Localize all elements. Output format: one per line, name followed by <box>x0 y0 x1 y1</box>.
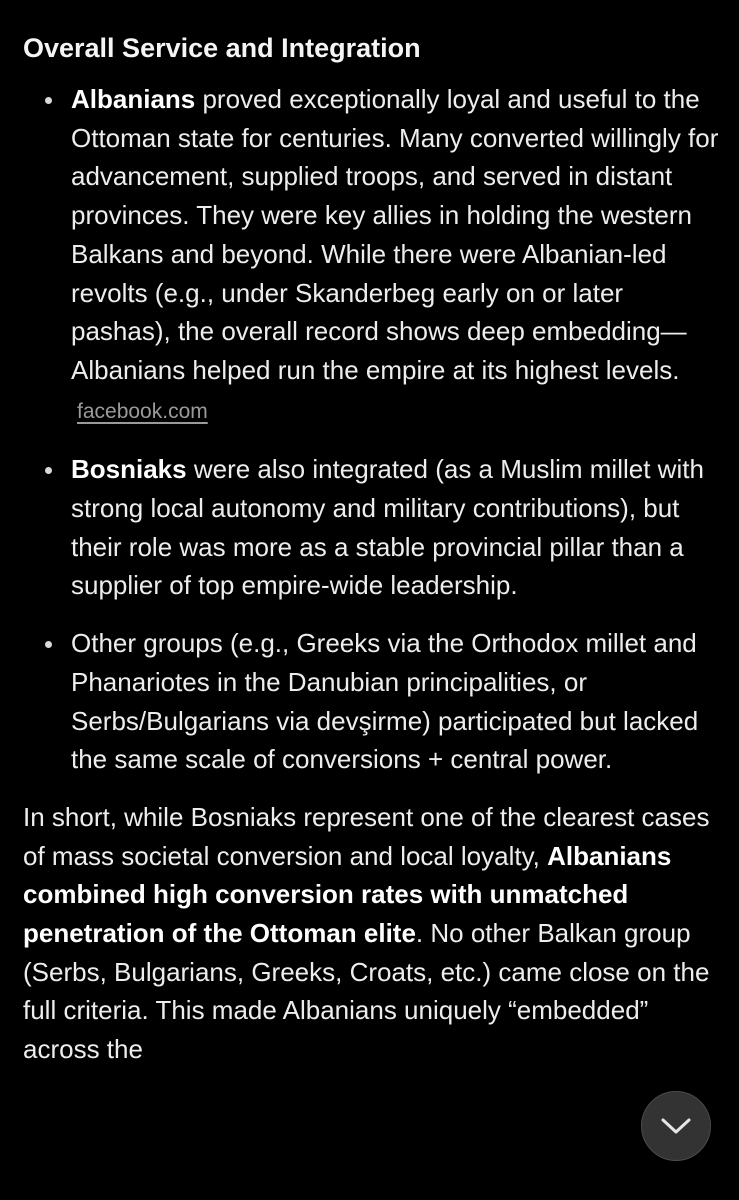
summary-text-end: . No other Balkan group (Serbs, Bulgarians, Greeks, Croats, etc.) came close on the full criteria. This made Albanians uniquely “embedded” across the <box>23 918 710 1065</box>
list-item <box>23 450 723 605</box>
bullet-dot <box>45 97 52 104</box>
response-content <box>23 28 723 1069</box>
summary-text-start: In short, while Bosniaks represent one of the clearest cases of mass societal conversion and local loyalty, <box>23 801 710 871</box>
chevron-down-icon <box>660 1116 692 1136</box>
list-item <box>23 624 723 779</box>
bullet-dot <box>45 641 52 648</box>
bullet-text: proved exceptionally loyal and useful to the Ottoman state for centuries. Many converted willingly for advancement, supplied troops, and served in distant provinces. They were key allies in holding the western Balkans and beyond. While there were Albanian-led revolts (e.g., under Skanderbeg early on or later pashas), the overall record shows deep embedding—Albanians helped run the empire at its highest levels. <box>71 84 719 385</box>
list-item <box>23 80 723 431</box>
bottom-fade <box>0 1130 739 1200</box>
bullet-dot <box>45 467 52 474</box>
section-heading: Overall Service and Integration <box>23 33 421 63</box>
summary-bold-text: Albanians combined high conversion rates with unmatched penetration of the Ottoman elite <box>23 840 672 949</box>
bullet-text: were also integrated (as a Muslim millet with strong local autonomy and military contributions), but their role was more as a stable provincial pillar than a supplier of top empire-wide leadership. <box>71 454 704 601</box>
bullet-bold-label: Bosniaks <box>71 454 187 485</box>
bullet-text: Other groups (e.g., Greeks via the Orthodox millet and Phanariotes in the Danubian principalities, or Serbs/Bulgarians via devşirme) participated but lacked the same scale of conversions + central power. <box>71 628 699 775</box>
bullet-list <box>23 80 723 779</box>
source-link[interactable]: facebook.com <box>77 399 208 423</box>
summary-paragraph <box>23 798 723 1069</box>
bullet-bold-label: Albanians <box>71 84 196 114</box>
scroll-down-button[interactable] <box>641 1091 711 1161</box>
